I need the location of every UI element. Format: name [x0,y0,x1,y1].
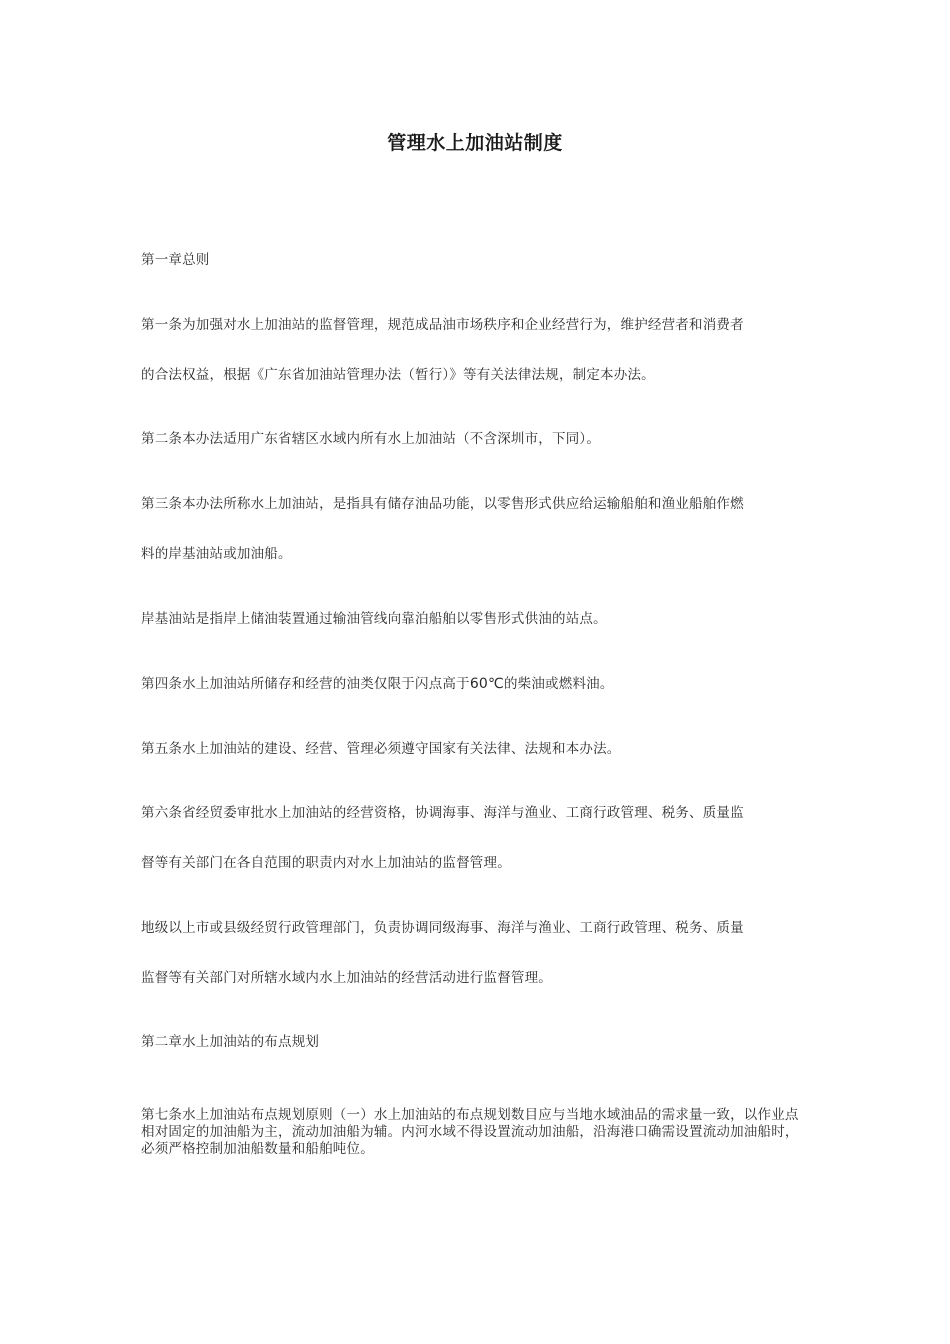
document-title: 管理水上加油站制度 [387,132,563,154]
article-5: 第五条水上加油站的建设、经营、管理必须遵守国家有关法律、法规和本办法。 [141,741,621,757]
article-1-line-2: 的合法权益，根据《广东省加油站管理办法（暂行）》等有关法律法规，制定本办法。 [141,367,655,383]
flash-point-temperature: 60℃ [469,676,504,692]
article-6-paragraph-2-line-2: 监督等有关部门对所辖水域内水上加油站的经营活动进行监督管理。 [141,970,552,986]
chapter-1-heading: 第一章总则 [141,252,210,268]
article-1-line-1: 第一条为加强对水上加油站的监督管理，规范成品油市场秩序和企业经营行为，维护经营者和消费者 [141,317,744,333]
article-4 [141,675,801,693]
article-7: 第七条水上加油站布点规划原则（一）水上加油站的布点规划数目应与当地水域油品的需求量一致，以作业点相对固定的加油船为主，流动加油船为辅。内河水域不得设置流动加油船，沿海港口确需设置流动加油船时，必须严格控制加油船数量和船舶吨位。 [141,1107,799,1157]
article-4-text-before: 第四条水上加油站所储存和经营的油类仅限于闪点高于 [141,676,470,692]
article-2: 第二条本办法适用广东省辖区水域内所有水上加油站（不含深圳市，下同）。 [141,431,601,447]
shore-station-definition: 岸基油站是指岸上储油装置通过输油管线向靠泊船舶以零售形式供油的站点。 [141,611,607,627]
article-6-line-1: 第六条省经贸委审批水上加油站的经营资格，协调海事、海洋与渔业、工商行政管理、税务、质量监 [141,805,744,821]
article-6-paragraph-2-line-1: 地级以上市或县级经贸行政管理部门，负责协调同级海事、海洋与渔业、工商行政管理、税务、质量 [141,920,744,936]
article-4-text-after: 的柴油或燃料油。 [503,676,614,692]
article-3-line-2: 料的岸基油站或加油船。 [141,546,292,562]
article-6-line-2: 督等有关部门在各自范围的职责内对水上加油站的监督管理。 [141,855,511,871]
article-3-line-1: 第三条本办法所称水上加油站，是指具有储存油品功能，以零售形式供应给运输船舶和渔业船舶作燃 [141,496,744,512]
chapter-2-heading: 第二章水上加油站的布点规划 [141,1034,320,1050]
